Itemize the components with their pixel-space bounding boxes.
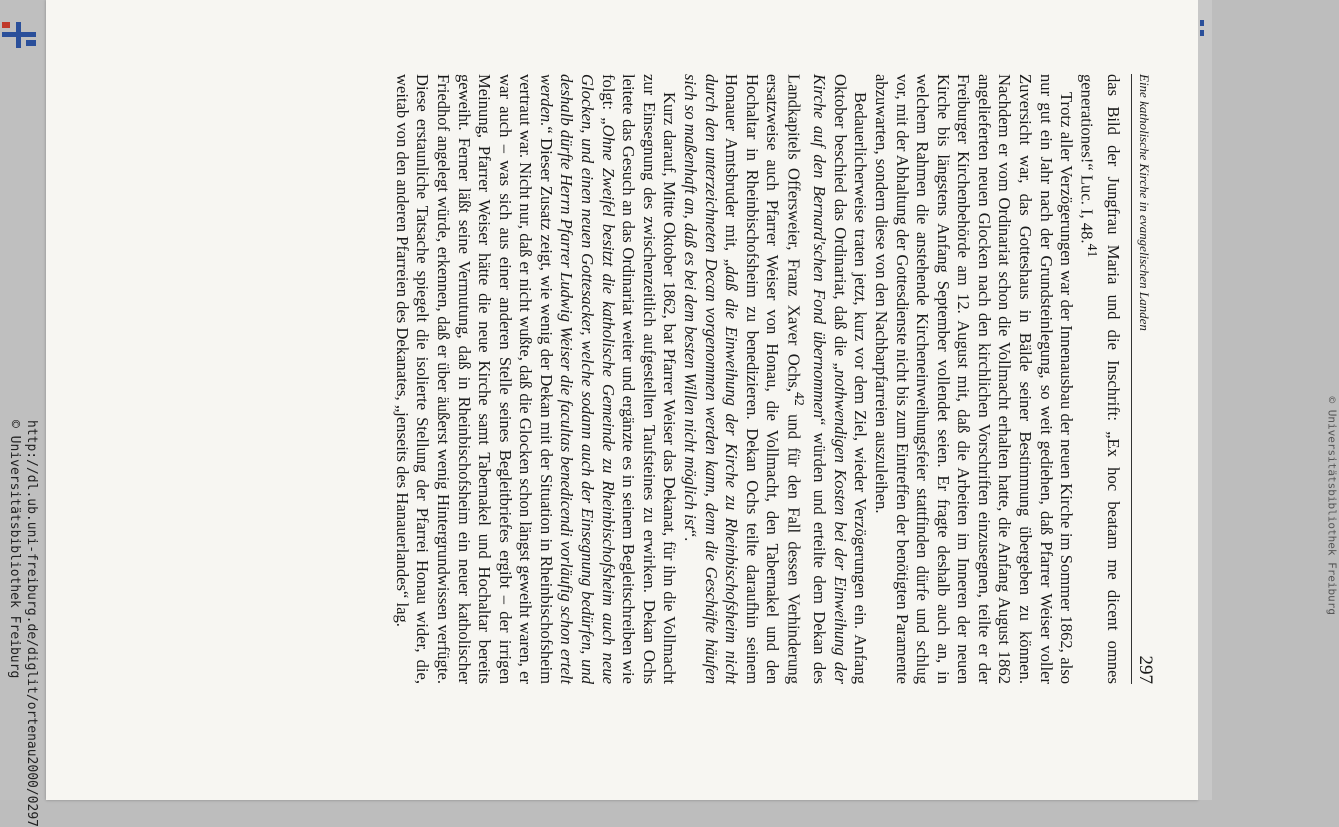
running-head	[1131, 74, 1156, 684]
running-title: Eine katholische Kirche in evangelischen Landen	[1137, 74, 1152, 331]
text-run: Bedauerlicherweise traten jetzt, kurz vor dem Ziel, wieder Verzögerungen ein. Anfang Oktober beschied das Ordinariat, daß die „	[830, 74, 871, 684]
text-run: Kurz darauf, Mitte Oktober 1862, bat Pfarrer Weiser das Dekanat, für ihn die Vollmacht zur Einsegnung des zwischenzeitlich aufgestellten Taufsteines zu erwirken. Dekan Ochs leitete das Gesuch an das Ordinariat weiter und ergänzte es in seinem Begleitschreiben wie folgt: „	[598, 74, 680, 684]
text-run: “.	[681, 529, 701, 542]
watermark-url: http://dl.ub.uni-freiburg.de/diglit/ortenau2000/0297	[24, 420, 39, 827]
text-run: und für den Fall dessen Verhinderung ersatzweise auch Pfarrer Weiser von Honau, die Vollmacht, den Tabernakel und den Hochaltar in Rheinbischofsheim zu benedizieren. Dekan Ochs teilte daraufhin seinem Honauer Amtsbruder mit, „	[722, 74, 804, 684]
footnote-ref: 41	[1085, 243, 1101, 258]
text-run: “ würden und erteilte dem Dekan des Landkapitels Offersweier, Franz Xaver Ochs,	[784, 74, 830, 684]
footnote-ref: 42	[791, 391, 807, 406]
text-run: Trotz aller Verzögerungen war der Innenausbau der neuen Kirche im Sommer 1862, also nur gut ein Jahr nach der Grundsteinlegung, so weit gediehen, daß Pfarrer Weiser voller Zuversicht war, das Gotteshaus in Bälde seiner Bestimmung übergeben zu können. Nachdem er vom Ordinariat schon die Vollmacht erhalten hatte, die Anfang August 1862 angelieferten neuen Glocken nach den kirchlichen Vorschriften einzusegnen, teilte er der Freiburger Kirchenbehörde am 12. August mit, daß die Arbeiten im Inneren der neuen Kirche bis längstens Anfang September vollendet seien. Er fragte deshalb auch an, in welchem Rahmen die anstehende Kircheneinweihungsfeier stattfinden dürfe und schlug vor, mit der Abhaltung der Gottesdienste nicht bis zum Eintreffen der benötigten Paramente abzuwarten, sondern diese von den Nachbarpfarreien auszuleihen.	[871, 74, 1077, 684]
scanned-page	[46, 0, 1198, 800]
library-logo-edge-icon	[1200, 16, 1210, 42]
italic-text: nothwendigen Kosten bei der Einweihung der Kirche auf den Bernard'schen Fond übernommen	[810, 74, 850, 684]
paragraph	[870, 74, 1076, 684]
library-logo-icon	[2, 22, 36, 48]
url-watermark	[6, 420, 40, 827]
paragraph	[1076, 74, 1123, 684]
page-number: 297	[1135, 655, 1156, 684]
paragraph	[679, 74, 870, 684]
watermark-copyright: © Universitätsbibliothek Freiburg	[7, 420, 22, 679]
right-edge-watermark: © Universitätsbibliothek Freiburg	[1325, 396, 1339, 616]
italic-text: Ohne Zweifel besitzt die katholische Gemeinde zu Rheinbischofsheim auch neue Glocken, und einen neuen Gottesacker, welche sodann auch der Einsegnung bedürfen, und deshalb dürfte Herrn Pfarrer Ludwig Weiser die facultas benedicendi vorläufig schon ertelt werden.	[536, 74, 618, 685]
left-margin-strip	[0, 0, 46, 827]
page-content	[166, 74, 1156, 684]
body-text	[391, 74, 1123, 684]
text-run: das Bild der Jungfrau Maria und die Inschrift: „Ex hoc beatam me dicent omnes generationes!“ Luc. I, 48.	[1077, 74, 1123, 684]
italic-text: daß die Einweihung der Kirche zu Rheinbischofsheim nicht durch den unterzeichneten Decan vorgenommen werden kann, denn die Geschäfte häufen sich so maßenhaft an, daß es bei dem besten Willen nicht möglich ist	[681, 74, 742, 684]
right-margin-strip	[1198, 0, 1339, 800]
paragraph	[391, 74, 679, 684]
text-run: “ Dieser Zusatz zeigt, wie wenig der Dekan mit der Situation in Rheinbischofsheim vertraut war. Nicht nur, daß er nicht wußte, daß die Glocken schon längst geweiht waren, er war auch – was sich aus einer anderen Stelle seines Begleitbriefes ergibt – der irrigen Meinung, Pfarrer Weiser hätte die neue Kirche samt Tabernakel und Hochaltar bereits geweiht. Ferner läßt seine Vermutung, daß in Rheinbischofsheim ein neuer katholischer Friedhof angelegt würde, erkennen, daß er über äußerst wenig Hintergrundwissen verfügte. Diese erstaunliche Tatsache spiegelt die isolierte Stellung der Pfarrei Honau wider, die, weitab von den anderen Pfarreien des Dekanates, „jenseits des Hanauerlandes“ lag.	[392, 74, 556, 684]
